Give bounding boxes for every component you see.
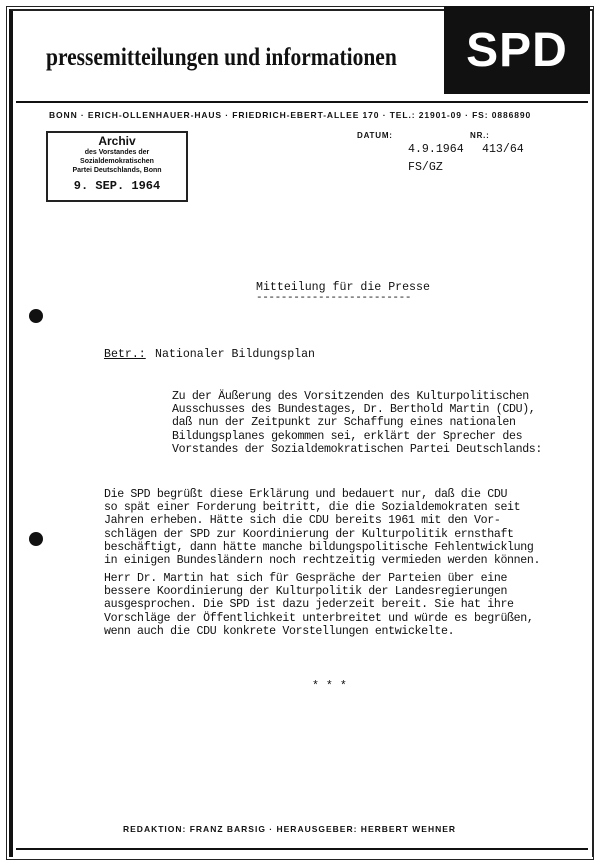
closing-marks: * * *: [312, 680, 347, 693]
archive-stamp: [46, 131, 188, 202]
subject-text: Nationaler Bildungsplan: [155, 348, 316, 361]
intro-paragraph: Zu der Äußerung des Vorsitzenden des Kulturpolitischen Ausschusses des Bundestages, Dr. Berthold Martin (CDU), daß nun der Zeitpunkt zur Schaffung eines nationalen Bildungsplanes gekommen sei, erklärt der Sprecher des Vorstandes der Sozialdemokratischen Partei Deutschlands:: [172, 390, 543, 456]
punch-hole-top: [29, 309, 43, 323]
stamp-line-2: Partei Deutschlands, Bonn: [72, 167, 162, 174]
punch-hole-bottom: [29, 532, 43, 546]
heading-underline: -------------------------: [256, 292, 412, 304]
stamp-date: 9. SEP. 1964: [73, 179, 161, 193]
footer-credits: REDAKTION: FRANZ BARSIG · HERAUSGEBER: HERBERT WEHNER: [123, 824, 457, 834]
nr-label: NR.:: [470, 131, 490, 140]
press-heading: Mitteilung für die Presse: [256, 281, 430, 294]
address-line: BONN · ERICH-OLLENHAUER-HAUS · FRIEDRICH-EBERT-ALLEE 170 · TEL.: 21901-09 · FS: 0886890: [49, 110, 532, 120]
subject-label: Betr.:: [104, 348, 146, 361]
document-date: 4.9.1964: [408, 143, 464, 156]
footer-rule: [16, 848, 588, 850]
paragraph-2: Herr Dr. Martin hat sich für Gespräche der Parteien über eine bessere Koordinierung der Kulturpolitik der Landesregierungen ausgesprochen. Die SPD ist dazu jederzeit bereit. Sie hat ihre Vorschläge der Öffentlichkeit unterbreitet und würde es begrüßen, wenn auch die CDU konkrete Vorstellungen entwickelte.: [104, 572, 534, 638]
datum-label: DATUM:: [357, 131, 393, 140]
spd-logo: SPD: [444, 6, 590, 94]
header-rule: [16, 101, 588, 103]
document-initials: FS/GZ: [408, 161, 443, 174]
stamp-title: Archiv: [98, 134, 136, 148]
masthead-title: pressemitteilungen und informationen: [46, 44, 397, 71]
stamp-line-1: des Vorstandes der Sozialdemokratischen: [80, 149, 154, 165]
document-number: 413/64: [482, 143, 524, 156]
paragraph-1: Die SPD begrüßt diese Erklärung und bedauert nur, daß die CDU so spät einer Forderung beitritt, die die Sozialdemokraten seit Jahren erheben. Hätte sich die CDU bereits 1961 mit den Vor- schlägen der SPD zur Koordinierung der Kulturpolitik ernsthaft beschäftigt, dann hätte manche bildungspolitische Fehlentwicklung in einigen Bundesländern noch rechtzeitig vermieden werden können.: [104, 488, 541, 568]
